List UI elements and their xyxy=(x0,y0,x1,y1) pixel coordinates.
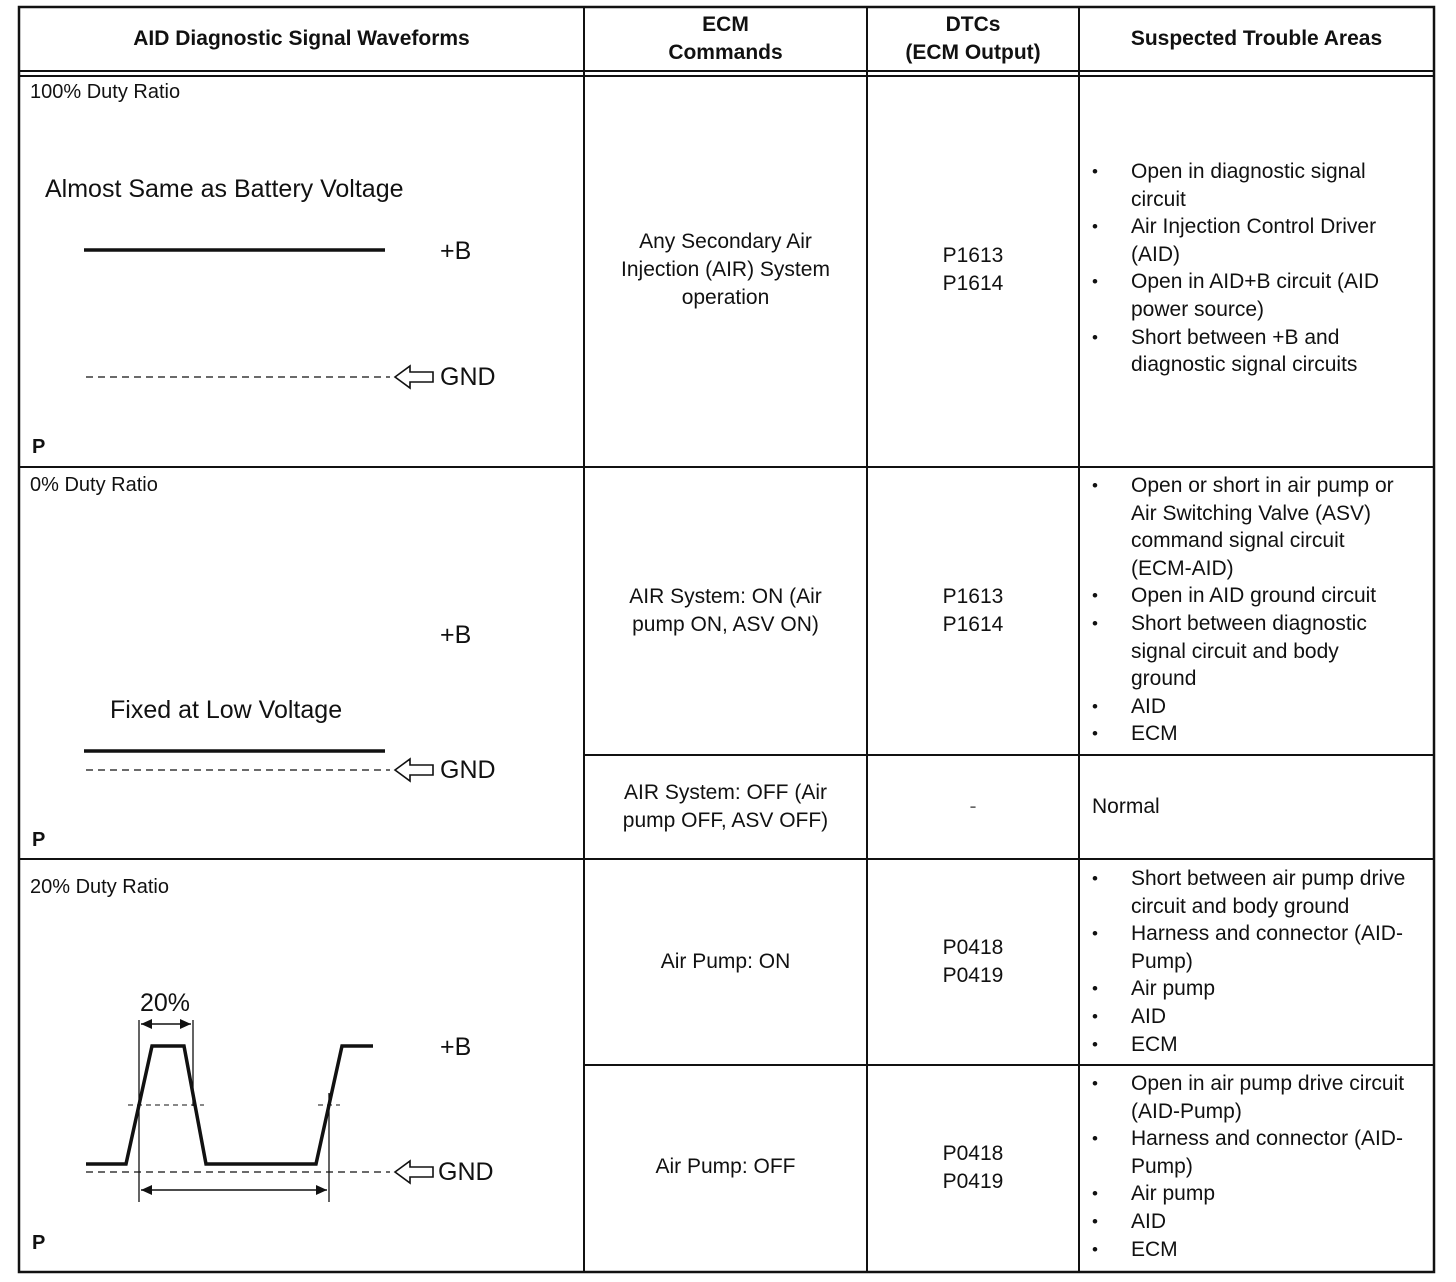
trouble-list xyxy=(1092,158,1379,379)
gnd-label: GND xyxy=(440,756,496,784)
dtc-cell xyxy=(867,1140,1079,1196)
trouble-item: • Short between air pump drive circuit and body ground xyxy=(1092,865,1405,920)
command-line: operation xyxy=(681,286,770,309)
trouble-normal: Normal xyxy=(1092,795,1160,818)
header-commands xyxy=(584,11,867,67)
command-cell xyxy=(584,228,867,312)
waveform-20-diagram xyxy=(0,0,584,1272)
trouble-list xyxy=(1092,472,1394,748)
header-commands-line2: Commands xyxy=(668,41,783,64)
header-commands-line1: ECM xyxy=(702,13,749,36)
header-waveforms: AID Diagnostic Signal Waveforms xyxy=(133,27,470,50)
command-line: Injection (AIR) System xyxy=(621,258,830,281)
trouble-item: • Open in AID ground circuit xyxy=(1092,582,1394,610)
trouble-item: • AID xyxy=(1092,1003,1405,1031)
trouble-item: • Short between +B and diagnostic signal circuits xyxy=(1092,324,1379,379)
dtc-code: P0418 xyxy=(942,936,1004,959)
command-line: AIR System: ON (Air xyxy=(629,585,822,608)
header-dtcs-line1: DTCs xyxy=(945,13,1001,36)
command-cell xyxy=(584,583,867,639)
trouble-item: • Air pump xyxy=(1092,975,1405,1003)
command-line: pump OFF, ASV OFF) xyxy=(622,809,829,832)
waveform-title-20: 20% Duty Ratio xyxy=(30,876,169,898)
dtc-code: P1614 xyxy=(942,272,1004,295)
command-cell xyxy=(584,779,867,835)
dtc-cell xyxy=(867,934,1079,990)
p-marker: P xyxy=(32,1232,46,1254)
plus-b-label: +B xyxy=(440,237,472,265)
trouble-item: • Open or short in air pump or Air Switching Valve (ASV) command signal circuit (ECM-AID) xyxy=(1092,472,1394,582)
p-marker: P xyxy=(32,829,46,851)
trouble-item: • Air Injection Control Driver (AID) xyxy=(1092,213,1379,268)
dtc-code: P0418 xyxy=(942,1142,1004,1165)
dtc-code: P0419 xyxy=(942,1170,1004,1193)
trouble-item: • Air pump xyxy=(1092,1180,1404,1208)
gnd-arrow-icon xyxy=(395,1161,433,1183)
trouble-item: • ECM xyxy=(1092,1236,1404,1264)
waveform-caption-100: Almost Same as Battery Voltage xyxy=(45,175,404,203)
trouble-item: • Open in AID+B circuit (AID power source) xyxy=(1092,268,1379,323)
waveform-title-100: 100% Duty Ratio xyxy=(30,81,181,103)
dtc-code: P1613 xyxy=(942,585,1004,608)
trouble-item: • Harness and connector (AID- Pump) xyxy=(1092,920,1405,975)
trouble-item: • Harness and connector (AID- Pump) xyxy=(1092,1125,1404,1180)
command-line: AIR System: OFF (Air xyxy=(623,781,827,804)
dtc-cell xyxy=(867,583,1079,639)
command-cell: Air Pump: OFF xyxy=(655,1155,796,1178)
command-line: pump ON, ASV ON) xyxy=(632,613,819,636)
trouble-item: • AID xyxy=(1092,1208,1404,1236)
trouble-item: • ECM xyxy=(1092,720,1394,748)
header-dtcs-line2: (ECM Output) xyxy=(905,41,1041,64)
dtc-code: P1613 xyxy=(942,244,1004,267)
dtc-code: P0419 xyxy=(942,964,1004,987)
waveform-caption-0: Fixed at Low Voltage xyxy=(110,696,343,724)
plus-b-label: +B xyxy=(440,621,472,649)
trouble-list xyxy=(1092,865,1405,1058)
command-line: Any Secondary Air xyxy=(639,230,812,253)
dtc-cell: - xyxy=(969,795,977,818)
trouble-item: • Open in air pump drive circuit (AID-Pump) xyxy=(1092,1070,1404,1125)
header-dtcs xyxy=(867,11,1079,67)
dtc-code: P1614 xyxy=(942,613,1004,636)
gnd-label: GND xyxy=(438,1158,494,1186)
trouble-item: • Open in diagnostic signal circuit xyxy=(1092,158,1379,213)
waveform-title-0: 0% Duty Ratio xyxy=(30,474,158,496)
trouble-item: • ECM xyxy=(1092,1031,1405,1059)
trouble-item: • Short between diagnostic signal circuit and body ground xyxy=(1092,610,1394,693)
command-cell: Air Pump: ON xyxy=(660,950,791,973)
trouble-list xyxy=(1092,1070,1404,1263)
header-trouble: Suspected Trouble Areas xyxy=(1130,27,1383,50)
p-marker: P xyxy=(32,436,46,458)
trouble-item: • AID xyxy=(1092,693,1394,721)
gnd-label: GND xyxy=(440,363,496,391)
percent-label: 20% xyxy=(140,989,191,1017)
plus-b-label: +B xyxy=(440,1033,472,1061)
dtc-cell xyxy=(867,242,1079,298)
